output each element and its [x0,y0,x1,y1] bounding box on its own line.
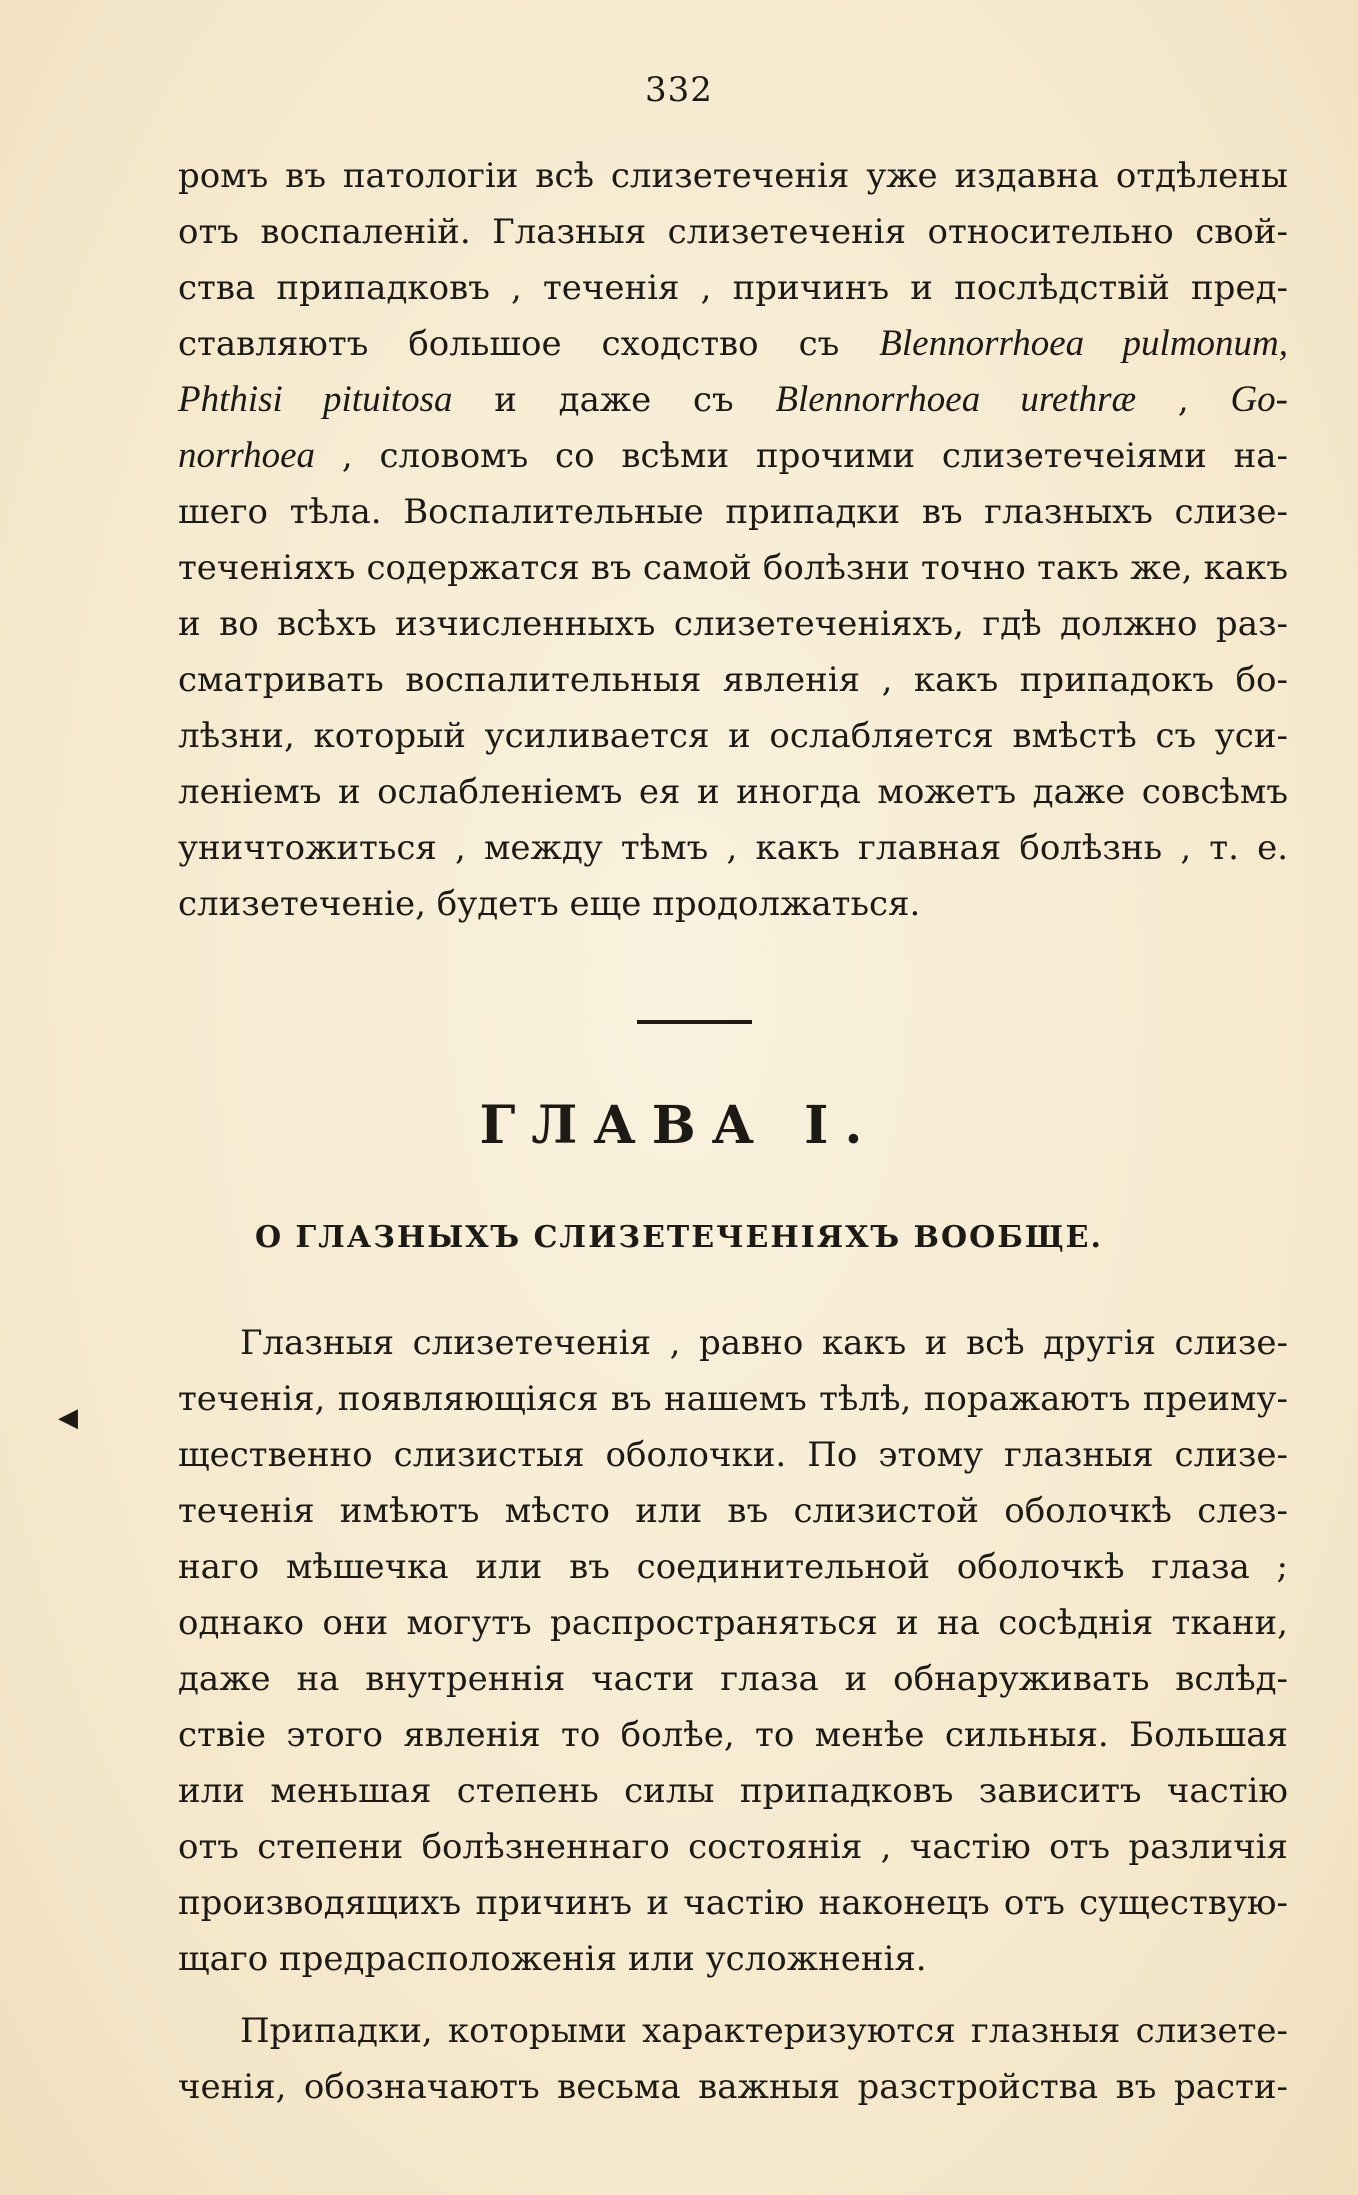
chapter-subtitle: О ГЛАЗНЫХЪ СЛИЗЕТЕЧЕНІЯХЪ ВООБЩЕ. [254,1220,1103,1255]
margin-mark-icon: ◀ [58,1403,78,1433]
paragraph-2 [178,1315,1288,1987]
text-line: однако они могутъ распространяться и на сосѣднія ткани, [178,1603,1288,1643]
text-line: и во всѣхъ изчисленныхъ слизетеченіяхъ, гдѣ должно раз- [178,604,1288,644]
paragraph-3 [178,2003,1288,2115]
latin-term: norrhoea [178,435,316,476]
text-line: отъ степени болѣзненнаго состоянія , частію отъ различія [178,1827,1288,1867]
section-divider [637,1020,752,1024]
text-line: ченія, обозначаютъ весьма важныя разстройства въ расти- [178,2067,1288,2107]
text-line: Глазныя слизетеченія , равно какъ и всѣ другія слизе- [240,1323,1288,1363]
text-run: ставляютъ большое сходство съ [178,324,880,364]
text-line: лѣзни, который усиливается и ослабляется вмѣстѣ съ уси- [178,716,1288,756]
text-line: теченія имѣютъ мѣсто или въ слизистой оболочкѣ слез- [178,1491,1288,1531]
text-line: уничтожиться , между тѣмъ , какъ главная болѣзнь , т. е. [178,828,1288,868]
text-line: сматривать воспалительныя явленія , какъ припадокъ бо- [178,660,1288,700]
text-line: леніемъ и ослабленіемъ ея и иногда можетъ даже совсѣмъ [178,772,1288,812]
text-line: или меньшая степень силы припадковъ зависитъ частію [178,1771,1288,1811]
latin-term: Go- [1230,379,1288,420]
text-run: и даже съ [452,380,776,420]
text-run: , словомъ со всѣми прочими слизетечеіями на- [315,436,1288,476]
latin-term: Blennorrhoea pulmonum, [879,323,1289,364]
text-line [178,316,1288,372]
chapter-title: ГЛАВА I. [479,1095,879,1156]
latin-term: Blennorrhoea urethræ [775,379,1137,420]
text-line: теченія, появляющіяся въ нашемъ тѣлѣ, поражаютъ преиму- [178,1379,1288,1419]
text-line [178,372,1288,428]
text-run: , [1136,380,1231,420]
text-line: теченіяхъ содержатся въ самой болѣзни точно такъ же, какъ [178,548,1288,588]
text-line: ромъ въ патологіи всѣ слизетеченія уже издавна отдѣлены [178,156,1288,196]
text-line: Припадки, которыми характеризуются глазныя слизете- [240,2011,1288,2051]
text-line: слизетеченіе, будетъ еще продолжаться. [178,884,921,924]
page-number: 332 [645,70,713,110]
text-line: щественно слизистыя оболочки. По этому глазныя слизе- [178,1435,1288,1475]
text-line: ствіе этого явленія то болѣе, то менѣе сильныя. Большая [178,1715,1288,1755]
paragraph-1 [178,148,1288,932]
text-line: наго мѣшечка или въ соединительной оболочкѣ глаза ; [178,1547,1288,1587]
text-line: щаго предрасположенія или усложненія. [178,1939,927,1979]
text-line: ства припадковъ , теченія , причинъ и послѣдствій пред- [178,268,1288,308]
text-line: даже на внутреннія части глаза и обнаруживать вслѣд- [178,1659,1288,1699]
text-line: отъ воспаленій. Глазныя слизетеченія относительно свой- [178,212,1288,252]
text-line: шего тѣла. Воспалительные припадки въ глазныхъ слизе- [178,492,1288,532]
text-line: производящихъ причинъ и частію наконецъ отъ существую- [178,1883,1288,1923]
text-line [178,428,1288,484]
latin-term: Phthisi pituitosa [178,379,453,420]
